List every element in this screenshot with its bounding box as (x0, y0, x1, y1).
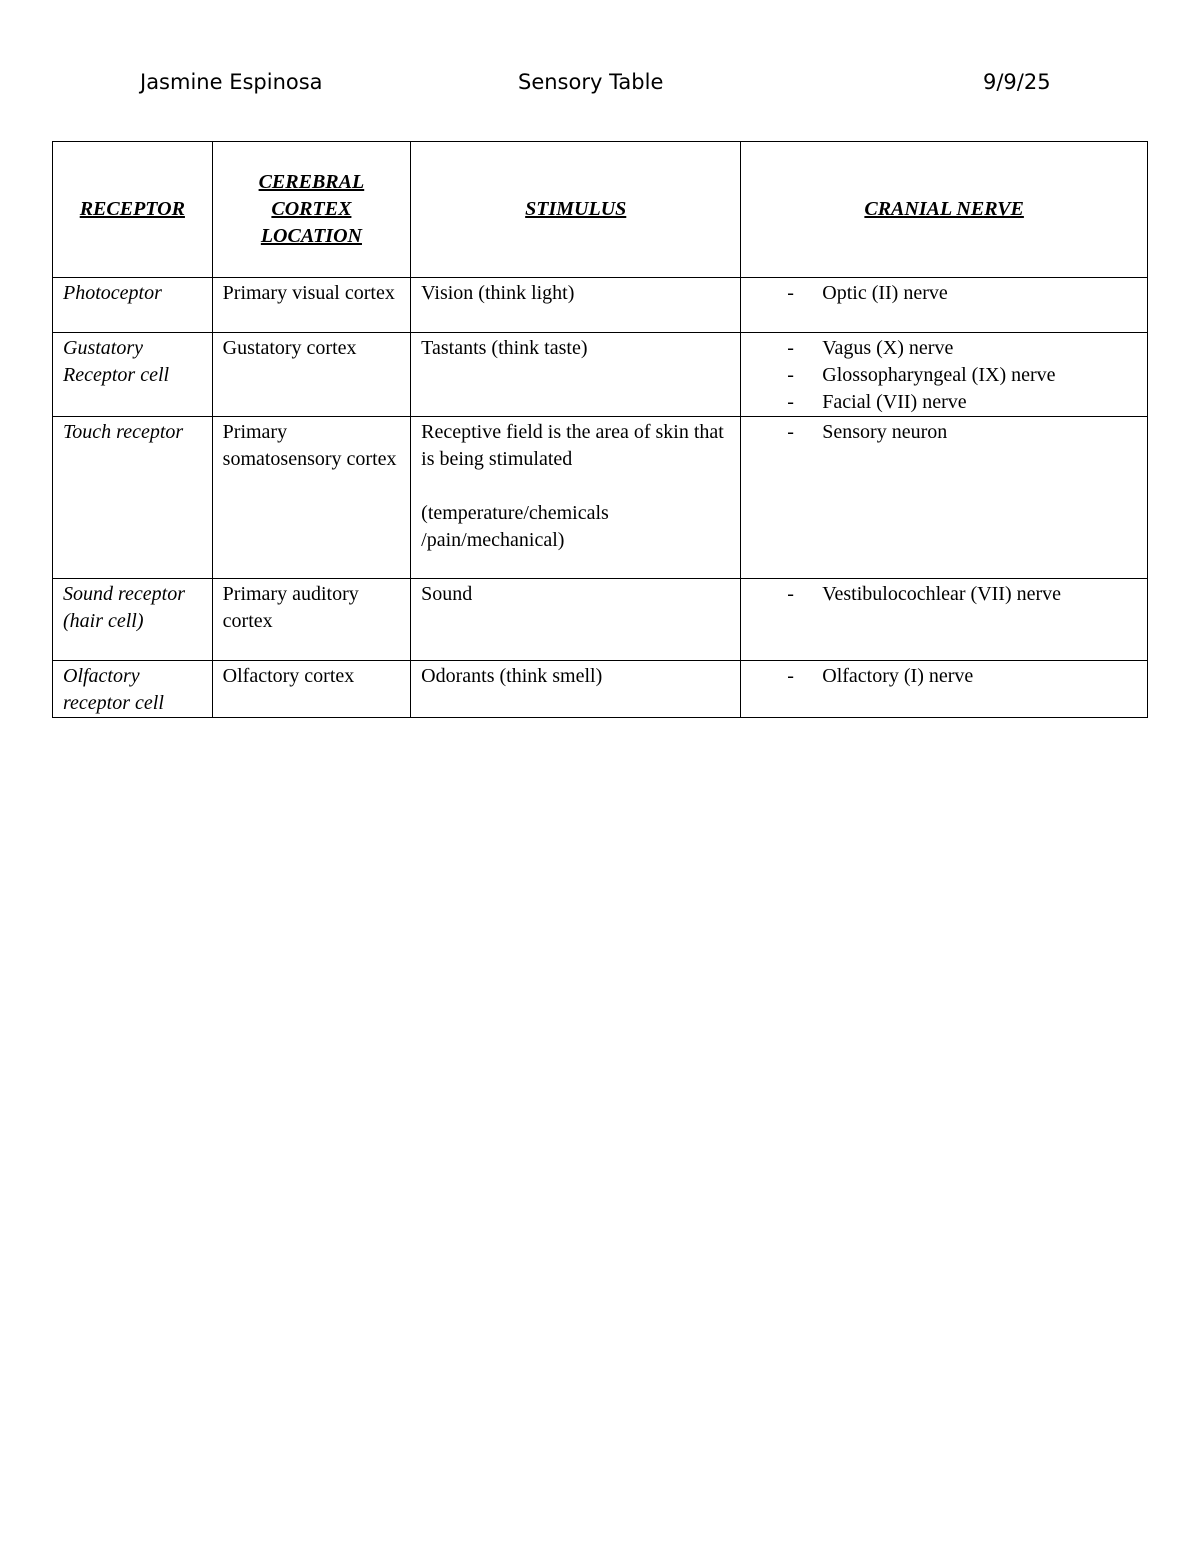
nerve-item: - Vagus (X) nerve (787, 335, 1137, 362)
cortex-cell: Primary somatosensory cortex (212, 417, 411, 579)
nerve-list (751, 335, 1137, 416)
nerve-item: - Optic (II) nerve (787, 280, 1137, 307)
table-header-row (53, 142, 1148, 278)
stimulus-text: Odorants (think smell) (421, 665, 603, 687)
cortex-cell: Olfactory cortex (212, 661, 411, 718)
stimulus-text: Vision (think light) (421, 282, 575, 304)
header-stimulus: STIMULUS (411, 142, 741, 278)
nerve-item: - Facial (VII) nerve (787, 389, 1137, 416)
receptor-cell: Olfactory receptor cell (53, 661, 213, 718)
header-cortex-location (212, 142, 411, 278)
header-cortex-line: CEREBRAL (258, 171, 365, 193)
nerve-cell (741, 278, 1148, 333)
nerve-item: - Sensory neuron (787, 419, 1137, 446)
nerve-list (751, 663, 1137, 690)
receptor-cell: Sound receptor (hair cell) (53, 579, 213, 661)
nerve-list (751, 581, 1137, 608)
stimulus-cell (411, 333, 741, 417)
nerve-list (751, 419, 1137, 446)
stimulus-cell (411, 661, 741, 718)
table-row (53, 278, 1148, 333)
stimulus-cell (411, 579, 741, 661)
cortex-cell: Primary auditory cortex (212, 579, 411, 661)
cortex-cell: Gustatory cortex (212, 333, 411, 417)
nerve-list (751, 280, 1137, 307)
stimulus-text: (temperature/chemicals /pain/mechanical) (421, 502, 609, 551)
nerve-cell (741, 417, 1148, 579)
nerve-cell (741, 333, 1148, 417)
sensory-table (52, 141, 1148, 718)
receptor-cell: Touch receptor (53, 417, 213, 579)
header-cranial-nerve: CRANIAL NERVE (741, 142, 1148, 278)
table-row (53, 579, 1148, 661)
header-cortex-line: LOCATION (260, 225, 362, 247)
author-name: Jasmine Espinosa (140, 70, 323, 94)
stimulus-cell (411, 278, 741, 333)
nerve-cell (741, 579, 1148, 661)
receptor-cell: Gustatory Receptor cell (53, 333, 213, 417)
stimulus-text: Tastants (think taste) (421, 337, 588, 359)
nerve-item: - Vestibulocochlear (VII) nerve (787, 581, 1137, 608)
nerve-cell (741, 661, 1148, 718)
document-date: 9/9/25 (983, 70, 1051, 94)
receptor-cell: Photoceptor (53, 278, 213, 333)
nerve-item: - Glossopharyngeal (IX) nerve (787, 362, 1137, 389)
table-row (53, 661, 1148, 718)
header-cortex-line: CORTEX (271, 198, 352, 220)
stimulus-spacer (421, 473, 730, 500)
stimulus-cell (411, 417, 741, 579)
stimulus-text: Sound (421, 583, 473, 605)
page-header (0, 70, 1200, 102)
nerve-item: - Olfactory (I) nerve (787, 663, 1137, 690)
table-row (53, 333, 1148, 417)
table-row (53, 417, 1148, 579)
header-receptor: RECEPTOR (53, 142, 213, 278)
stimulus-text: Receptive field is the area of skin that is being stimulated (421, 421, 724, 470)
cortex-cell: Primary visual cortex (212, 278, 411, 333)
document-title: Sensory Table (518, 70, 664, 94)
